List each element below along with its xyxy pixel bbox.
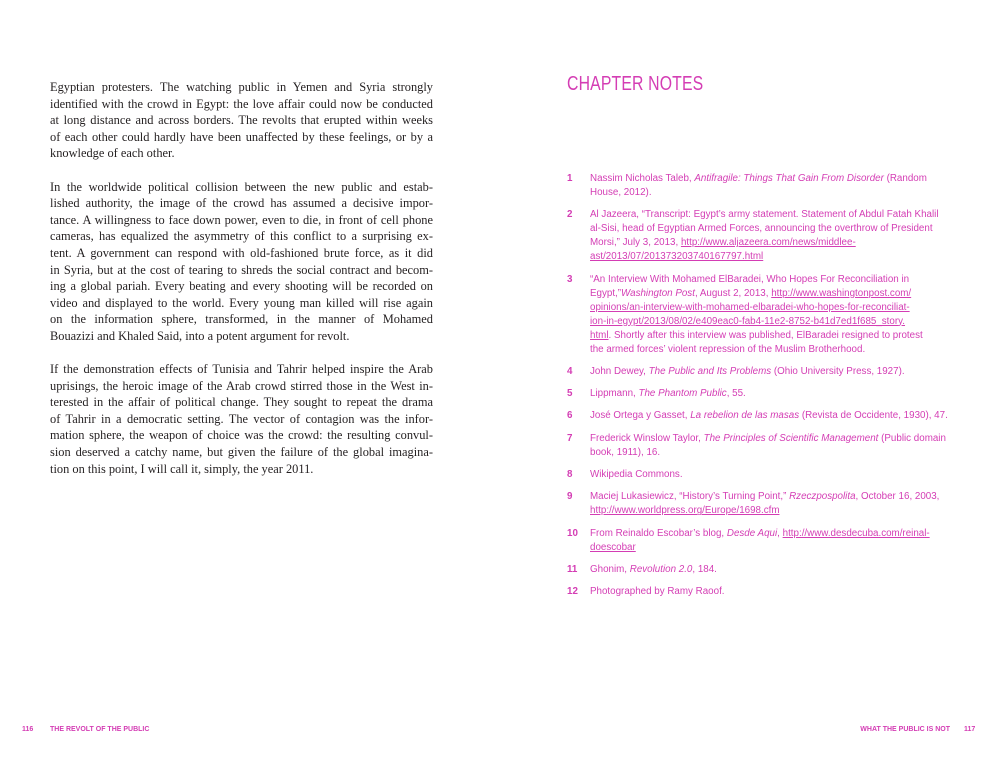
note-text: Nassim Nicholas Taleb,: [590, 173, 695, 184]
note-line: [590, 365, 987, 379]
note-text: Wikipedia Commons.: [590, 469, 683, 481]
note-number: 11: [567, 563, 578, 575]
text-line: ing a global pariah. Every beating and every shooting will be recorded on: [50, 279, 433, 294]
note-line: [590, 504, 987, 518]
note-text: (Ohio University Press, 1927).: [771, 365, 905, 377]
note-line: [590, 468, 987, 482]
note-number: 8: [567, 469, 573, 481]
note-text: . Shortly after this interview was published, ElBaradei resigned to protest: [608, 329, 923, 341]
note-text: From Reinaldo Escobar’s blog,: [590, 527, 727, 539]
note-2: [567, 208, 987, 264]
note-text: al-Sisi, head of Egyptian Armed Forces, announcing the overthrow of President: [590, 223, 933, 235]
text-line: sion deserved a catchy name, but given the failure of the global imagina-: [50, 445, 433, 460]
note-3: [567, 273, 987, 357]
note-line: [590, 250, 987, 264]
note-text: Lippmann,: [590, 388, 639, 400]
note-line: [590, 287, 987, 301]
text-line: identified with the crowd in Egypt: the love affair could now be conducted: [50, 96, 433, 111]
note-8: [567, 468, 987, 482]
note-text: Frederick Winslow Taylor,: [590, 432, 704, 444]
text-line: of each other could hardly have been unaffected by these feelings, or by a: [50, 129, 433, 144]
text-line: lished authority, the image of the crowd has assumed a decisive impor-: [50, 196, 433, 211]
note-number: 7: [567, 432, 573, 444]
text-line: cameras, has equalized the asymmetry of this conflict to a surprising ex-: [50, 229, 433, 244]
note-number: 12: [567, 586, 578, 598]
right-page: [500, 0, 1000, 762]
note-text: Egypt,”: [590, 287, 622, 299]
note-url-link[interactable]: http://www.washingtonpost.com/: [771, 287, 912, 299]
cited-work-title: Revolution 2.0: [629, 563, 693, 575]
text-line: In the worldwide political collision between the new public and estab-: [50, 179, 433, 194]
note-4: [567, 365, 987, 379]
note-line: [590, 527, 987, 541]
note-10: [567, 527, 987, 555]
note-line: [590, 446, 987, 460]
note-line: [590, 315, 987, 329]
note-url-link[interactable]: ion-in-egypt/2013/08/02/e409eac0-fab4-11e2-8752-b41d7ed1f685_story.: [590, 315, 906, 327]
cited-work-title: Rzeczpospolita: [789, 491, 856, 503]
notes-list: [567, 172, 987, 608]
note-text: , August 2, 2013,: [694, 287, 772, 299]
note-line: [590, 236, 987, 250]
body-text: [50, 79, 433, 494]
note-line: [590, 273, 987, 287]
note-url-link[interactable]: http://www.desdecuba.com/reinal-: [782, 527, 930, 539]
note-9: [567, 490, 987, 518]
note-text: , 184.: [692, 563, 717, 575]
text-line: tion on this point, I will call it, simply, the year 2011.: [50, 461, 314, 476]
note-line: [590, 563, 987, 577]
paragraph-3: [50, 361, 433, 477]
note-url-link[interactable]: doescobar: [590, 541, 636, 553]
note-number: 10: [567, 527, 578, 539]
note-text: Photographed by Ramy Raoof.: [590, 586, 725, 598]
note-text: , 55.: [726, 388, 746, 400]
note-text: the armed forces’ violent repression of the Muslim Brotherhood.: [590, 343, 866, 355]
note-number: 6: [567, 410, 573, 422]
text-line: at long distance and across borders. The revolts that erupted within weeks: [50, 113, 433, 128]
note-line: [590, 409, 987, 423]
note-line: [590, 208, 987, 222]
note-line: [590, 585, 987, 599]
note-text: Al Jazeera, “Transcript: Egypt’s army statement. Statement of Abdul Fatah Khalil: [590, 209, 939, 221]
note-number: 2: [567, 209, 573, 221]
note-line: [590, 387, 987, 401]
cited-work-title: La rebelion de las masas: [690, 410, 800, 422]
note-line: [590, 301, 987, 315]
note-line: [590, 222, 987, 236]
text-line: If the demonstration effects of Tunisia and Tahrir helped inspire the Arab: [50, 362, 433, 377]
note-text: (Random: [883, 173, 927, 184]
note-text: House, 2012).: [590, 187, 652, 198]
cited-work-title: The Phantom Public: [638, 388, 727, 400]
note-5: [567, 387, 987, 401]
note-line: [590, 490, 987, 504]
note-1: [567, 172, 987, 200]
cited-work-title: Desde Aqui: [726, 527, 778, 539]
paragraph-2: [50, 179, 433, 345]
note-url-link[interactable]: http://www.aljazeera.com/news/middlee-: [680, 237, 856, 249]
note-number: 4: [567, 365, 573, 377]
note-line: [590, 432, 987, 446]
note-line: [590, 541, 987, 555]
text-line: Egyptian protesters. The watching public in Yemen and Syria strongly: [50, 80, 433, 94]
text-line: video and displayed to the world. Every young man killed will rise again: [50, 295, 433, 310]
running-head: WHAT THE PUBLIC IS NOT: [860, 726, 950, 733]
note-number: 5: [567, 388, 573, 400]
note-text: book, 1911), 16.: [590, 446, 661, 458]
page-number: 117: [964, 726, 976, 733]
text-line: uprisings, the heroic image of the Arab crowd stirred those in the West in-: [50, 378, 433, 393]
note-text: José Ortega y Gasset,: [590, 410, 691, 422]
cited-work-title: The Public and Its Problems: [648, 365, 772, 377]
note-text: Ghonim,: [590, 563, 630, 575]
text-line: knowledge of each other.: [50, 146, 175, 161]
note-text: Maciej Lukasiewicz, “History’s Turning Point,”: [590, 491, 790, 503]
note-text: John Dewey,: [590, 365, 649, 377]
text-line: tent. A government can respond with old-fashioned brute force, as it did: [50, 245, 433, 260]
chapter-notes-heading: CHAPTER NOTES: [567, 73, 704, 95]
running-head: THE REVOLT OF THE PUBLIC: [50, 726, 150, 733]
text-line: terested in the affair of political change. They sought to repeat the drama: [50, 395, 433, 410]
cited-work-title: Washington Post: [621, 287, 695, 299]
note-number: 1: [567, 173, 573, 184]
note-text: (Public domain: [878, 432, 946, 444]
cited-work-title: Antifragile: Things That Gain From Disorder: [694, 173, 884, 184]
note-url-link[interactable]: html: [590, 329, 609, 341]
paragraph-1: [50, 79, 433, 162]
note-7: [567, 432, 987, 460]
note-6: [567, 409, 987, 423]
note-url-link[interactable]: ast/2013/07/201373203740167797.html: [590, 251, 764, 263]
note-text: ,: [777, 527, 783, 539]
text-line: of Tahrir in a democratic setting. The vector of contagion was the infor-: [50, 411, 433, 426]
note-url-link[interactable]: opinions/an-interview-with-mohamed-elbaradei-who-hopes-for-reconciliat-: [590, 301, 910, 313]
note-text: Morsi,” July 3, 2013,: [590, 237, 681, 249]
text-line: in Syria, but at the cost of tearing to shreds the social contract and becom-: [50, 262, 433, 277]
note-number: 3: [567, 273, 573, 285]
note-line: [590, 343, 987, 357]
cited-work-title: The Principles of Scientific Management: [703, 432, 879, 444]
note-line: [590, 329, 987, 343]
note-11: [567, 563, 987, 577]
text-line: tance. A willingness to face down power, even to die, in front of cell phone: [50, 212, 433, 227]
note-text: (Revista de Occidente, 1930), 47.: [799, 410, 948, 422]
note-text: , October 16, 2003,: [855, 491, 940, 503]
page-number: 116: [22, 726, 34, 733]
text-line: Bouazizi and Khaled Said, into a potent argument for revolt.: [50, 328, 350, 343]
note-number: 9: [567, 491, 573, 503]
text-line: on the information sphere, transformed, in the manner of Mohamed: [50, 312, 433, 327]
note-12: [567, 585, 987, 599]
note-url-link[interactable]: http://www.worldpress.org/Europe/1698.cfm: [590, 505, 780, 517]
note-text: “An Interview With Mohamed ElBaradei, Who Hopes For Reconciliation in: [590, 273, 910, 285]
note-line: [590, 186, 987, 200]
note-line: [590, 172, 987, 186]
text-line: mation sphere, the weapon of choice was the crowd: the resulting convul-: [50, 428, 433, 443]
